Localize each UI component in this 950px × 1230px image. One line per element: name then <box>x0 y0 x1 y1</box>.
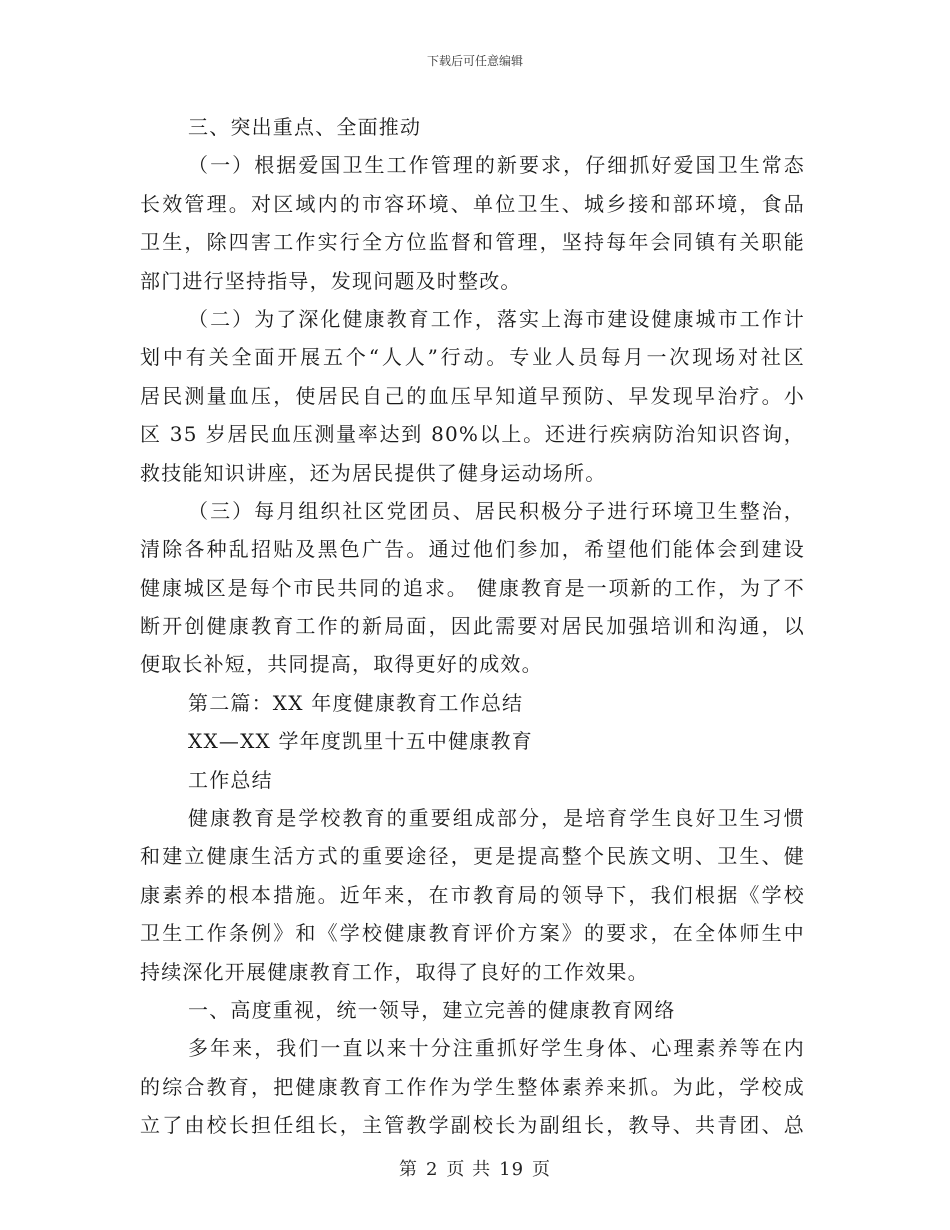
text-line: 部门进行坚持指导，发现问题及时整改。 <box>140 268 522 293</box>
text-line: 划中有关全面开展五个“人人”行动。专业人员每月一次现场对社区 <box>140 345 805 370</box>
page-label-prefix: 第 <box>398 1159 418 1180</box>
text-line: 工作总结 <box>188 767 273 792</box>
text-line: 清除各种乱招贴及黑色广告。通过他们参加，希望他们能体会到建设 <box>140 537 805 562</box>
text-line: 区 35 岁居民血压测量率达到 80%以上。还进行疾病防治知识咨询， <box>140 422 805 447</box>
page-footer <box>0 1155 950 1181</box>
document-body <box>140 108 805 1145</box>
text-line: （二）为了深化健康教育工作，落实上海市建设健康城市工作计 <box>188 306 805 331</box>
text-line: 多年来，我们一直以来十分注重抓好学生身体、心理素养等在内 <box>188 1036 805 1061</box>
text-line: 长效管理。对区域内的市容环境、单位卫生、城乡接和部环境，食品 <box>140 191 805 216</box>
text-line: XX—XX 学年度凯里十五中健康教育 <box>188 729 533 754</box>
page-header-note: 下载后可任意编辑 <box>426 54 523 68</box>
text-line: 断开创健康教育工作的新局面，因此需要对居民加强培训和沟通，以 <box>140 614 805 639</box>
page-label-suffix: 页 <box>532 1159 552 1180</box>
page-total: 19 <box>499 1159 525 1180</box>
text-line: 健康教育是学校教育的重要组成部分，是培育学生良好卫生习惯 <box>188 806 805 831</box>
text-line: （三）每月组织社区党团员、居民积极分子进行环境卫生整治， <box>188 498 805 523</box>
text-line: 和建立健康生活方式的重要途径，更是提高整个民族文明、卫生、健 <box>140 844 805 869</box>
text-line: 卫生工作条例》和《学校健康教育评价方案》的要求，在全体师生中 <box>140 921 805 946</box>
text-line: 立了由校长担任组长，主管教学副校长为副组长，教导、共青团、总 <box>140 1113 805 1138</box>
text-line: 的综合教育，把健康教育工作作为学生整体素养来抓。为此，学校成 <box>140 1074 805 1099</box>
text-line: 卫生，除四害工作实行全方位监督和管理，坚持每年会同镇有关职能 <box>140 230 805 255</box>
text-line: 救技能知识讲座，还为居民提供了健身运动场所。 <box>140 460 607 485</box>
text-line: 一、高度重视，统一领导，建立完善的健康教育网络 <box>188 997 676 1022</box>
text-line: 持续深化开展健康教育工作，取得了良好的工作效果。 <box>140 959 649 984</box>
page-current: 2 <box>425 1159 439 1180</box>
text-line: 健康城区是每个市民共同的追求。 健康教育是一项新的工作，为了不 <box>140 575 805 600</box>
text-line: 便取长补短，共同提高，取得更好的成效。 <box>140 652 543 677</box>
text-line: 三、突出重点、全面推动 <box>188 115 422 139</box>
text-line: 第二篇：XX 年度健康教育工作总结 <box>188 690 524 715</box>
page-label-mid: 页 共 <box>446 1159 492 1180</box>
text-line: （一）根据爱国卫生工作管理的新要求，仔细抓好爱国卫生常态 <box>188 153 805 178</box>
text-line: 康素养的根本措施。近年来，在市教育局的领导下，我们根据《学校 <box>140 882 805 907</box>
text-line: 居民测量血压，使居民自己的血压早知道早预防、早发现早治疗。小 <box>140 383 805 408</box>
